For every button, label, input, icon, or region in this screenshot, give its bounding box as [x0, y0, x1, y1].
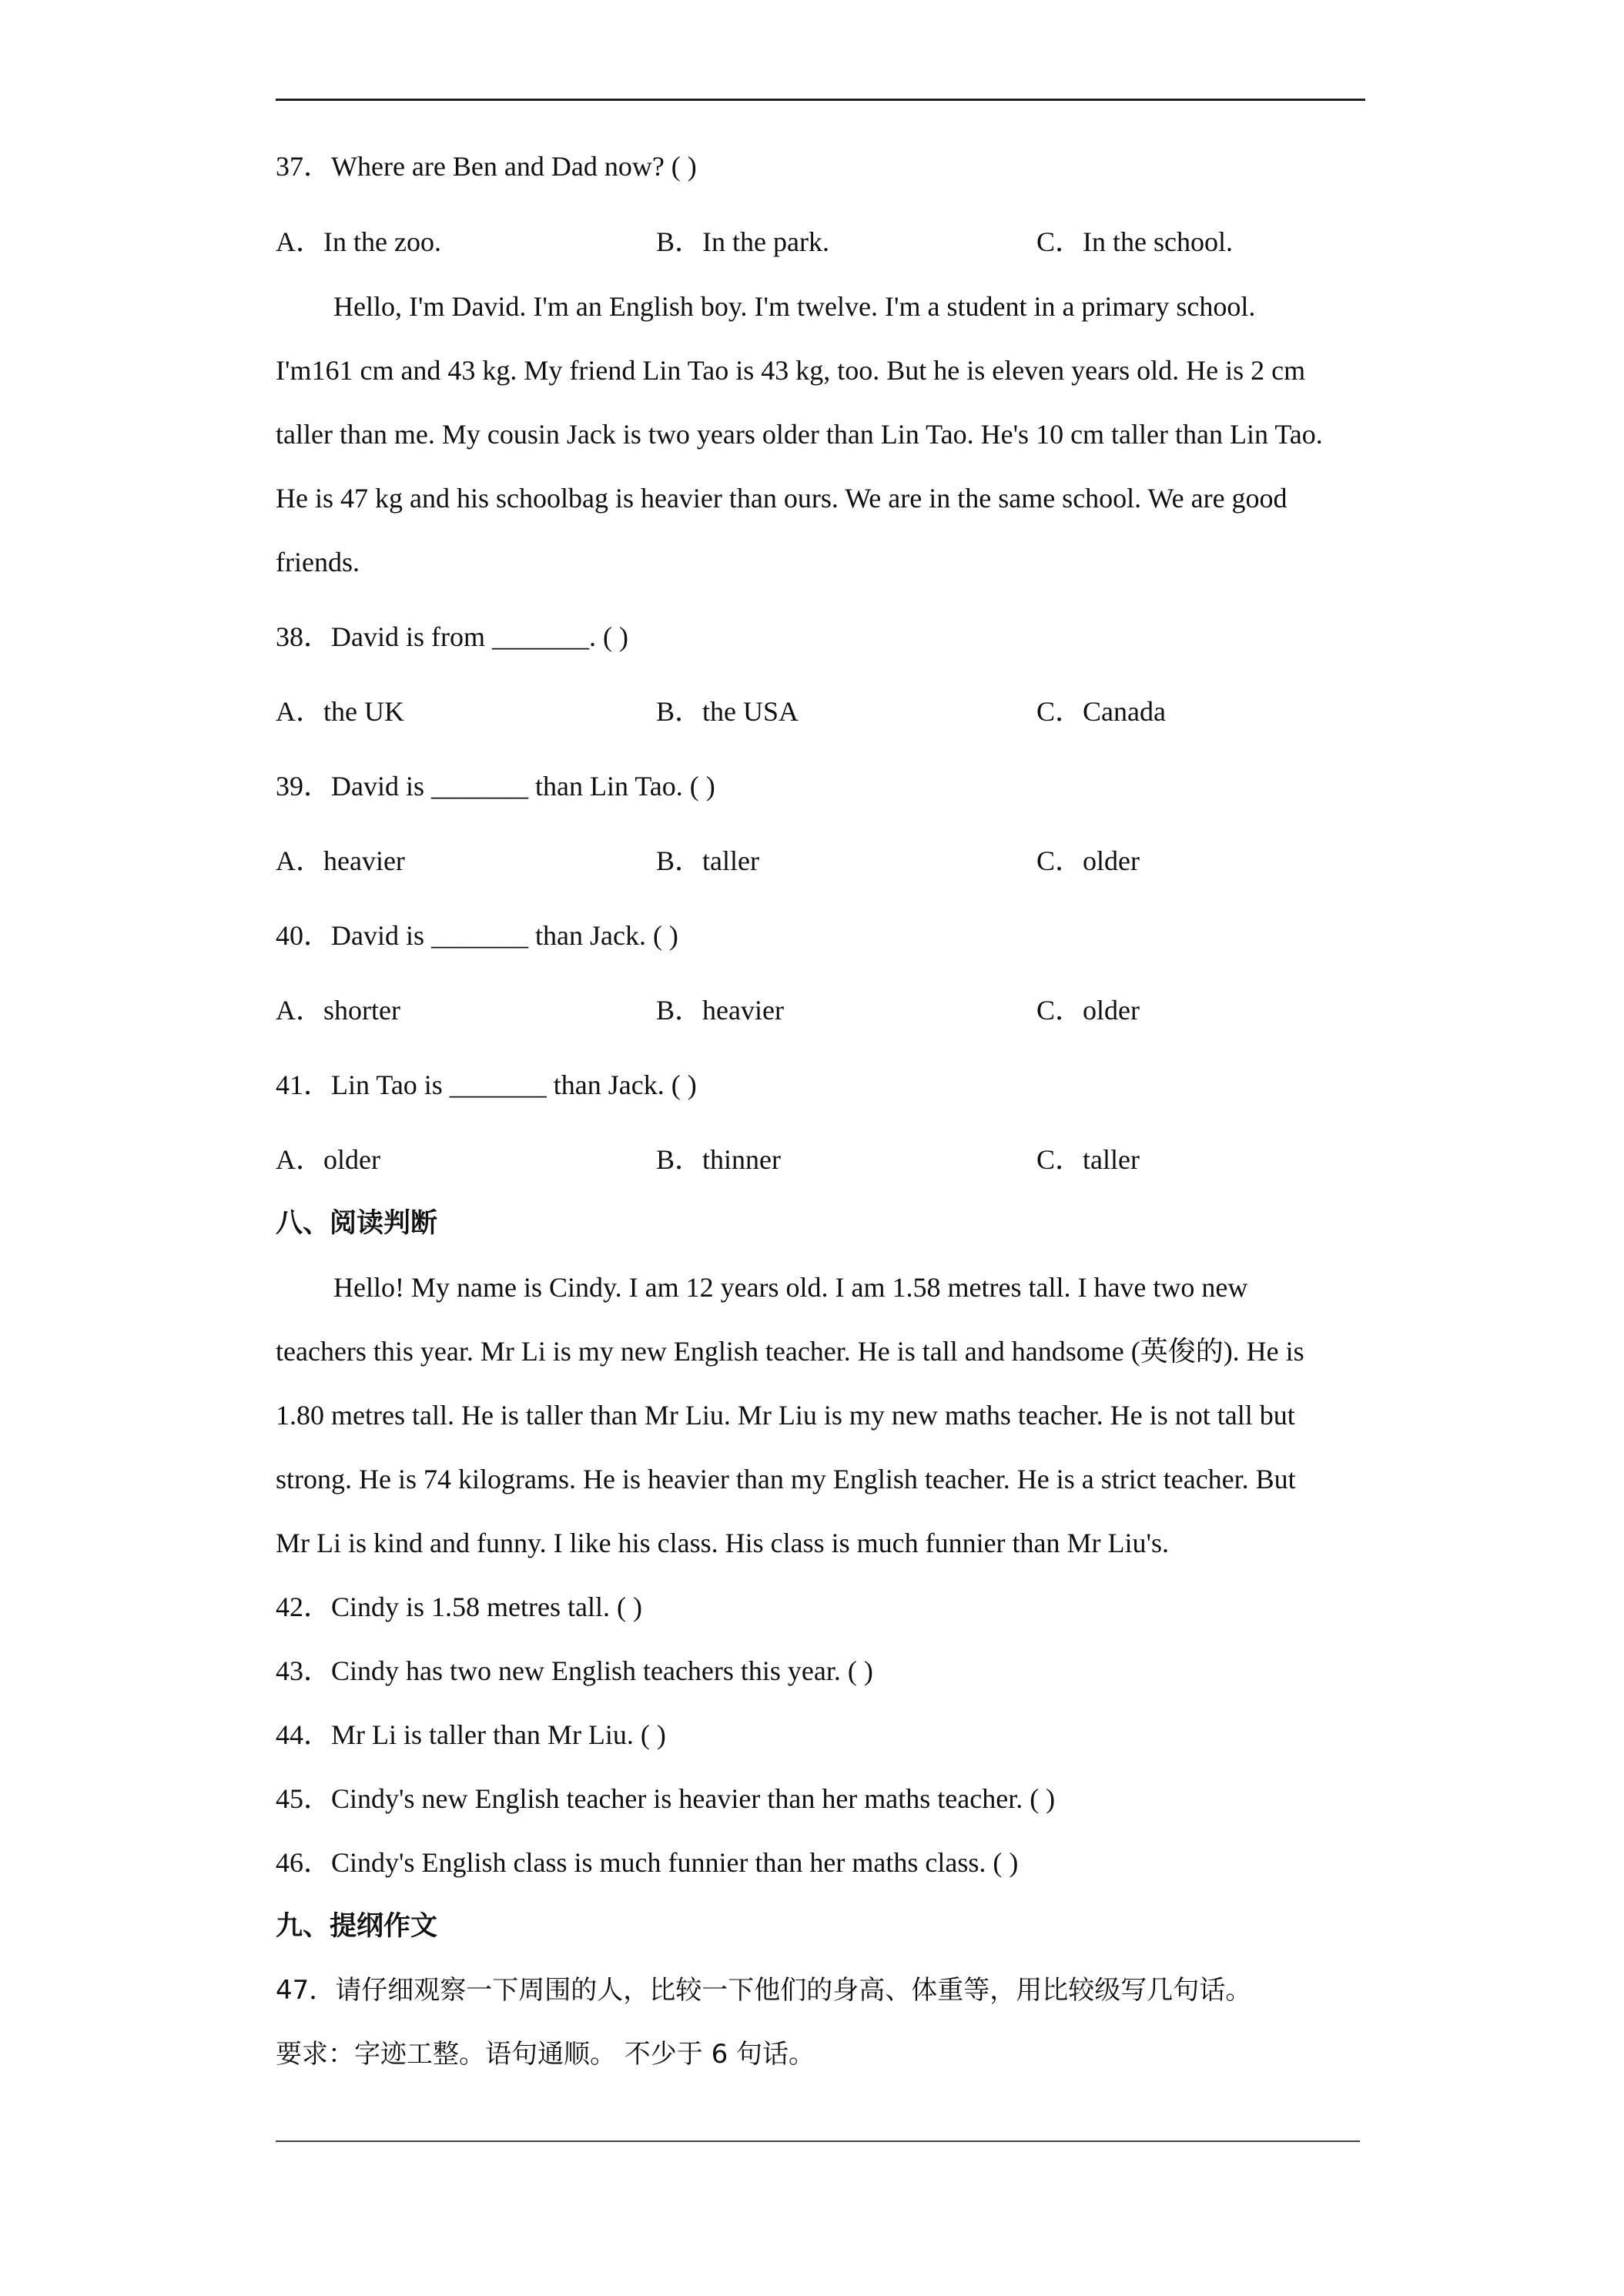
writing-line [276, 2140, 1360, 2142]
question-41-option-b: B．thinner [656, 1144, 781, 1175]
question-37-stem: 37．Where are Ben and Dad now? ( ) [276, 151, 697, 182]
question-47-prompt: 47．请仔细观察一下周围的人，比较一下他们的身高、体重等，用比较级写几句话。 [276, 1975, 1252, 2006]
section-8-heading: 八、阅读判断 [276, 1208, 438, 1239]
passage2-line-2: teachers this year. Mr Li is my new English teacher. He is tall and handsome (英俊的). He is [276, 1336, 1304, 1367]
question-38-option-c: C．Canada [1036, 696, 1166, 727]
question-47-requirements: 要求：字迹工整。语句通顺。 不少于 6 句话。 [276, 2039, 815, 2070]
question-39-option-a: A．heavier [276, 845, 405, 876]
question-40-option-b: B．heavier [656, 995, 784, 1026]
question-40-option-c: C．older [1036, 995, 1140, 1026]
question-39-option-c: C．older [1036, 845, 1140, 876]
passage1-line-4: He is 47 kg and his schoolbag is heavier than ours. We are in the same school. We are good [276, 483, 1287, 514]
passage1-line-1: Hello, I'm David. I'm an English boy. I'm twelve. I'm a student in a primary school. [333, 291, 1256, 322]
passage2-line-4: strong. He is 74 kilograms. He is heavier than my English teacher. He is a strict teacher. But [276, 1464, 1296, 1494]
question-41-stem: 41．Lin Tao is _______ than Jack. ( ) [276, 1069, 697, 1100]
question-38-option-b: B．the USA [656, 696, 799, 727]
question-37-option-a: A．In the zoo. [276, 226, 441, 257]
question-42: 42．Cindy is 1.58 metres tall. ( ) [276, 1591, 642, 1622]
top-rule [276, 99, 1365, 101]
question-40-option-a: A．shorter [276, 995, 400, 1026]
question-38-stem: 38．David is from _______. ( ) [276, 621, 628, 652]
question-40-stem: 40．David is _______ than Jack. ( ) [276, 920, 678, 951]
question-41-option-c: C．taller [1036, 1144, 1140, 1175]
question-44: 44．Mr Li is taller than Mr Liu. ( ) [276, 1719, 666, 1750]
question-37-option-b: B．In the park. [656, 226, 829, 257]
passage2-line-1: Hello! My name is Cindy. I am 12 years old. I am 1.58 metres tall. I have two new [333, 1272, 1248, 1303]
question-45: 45．Cindy's new English teacher is heavier than her maths teacher. ( ) [276, 1783, 1056, 1814]
passage1-line-2: I'm161 cm and 43 kg. My friend Lin Tao is 43 kg, too. But he is eleven years old. He is 2 cm [276, 355, 1306, 386]
question-43: 43．Cindy has two new English teachers this year. ( ) [276, 1655, 873, 1686]
passage1-line-5: friends. [276, 547, 360, 577]
question-46: 46．Cindy's English class is much funnier than her maths class. ( ) [276, 1847, 1019, 1878]
passage2-line-3: 1.80 metres tall. He is taller than Mr Liu. Mr Liu is my new maths teacher. He is not tall but [276, 1400, 1295, 1431]
question-37-option-c: C．In the school. [1036, 226, 1233, 257]
question-41-option-a: A．older [276, 1144, 380, 1175]
passage2-line-5: Mr Li is kind and funny. I like his class. His class is much funnier than Mr Liu's. [276, 1528, 1169, 1558]
question-38-option-a: A．the UK [276, 696, 404, 727]
passage1-line-3: taller than me. My cousin Jack is two years older than Lin Tao. He's 10 cm taller than Lin Tao. [276, 419, 1323, 450]
question-39-option-b: B．taller [656, 845, 759, 876]
section-9-heading: 九、提纲作文 [276, 1911, 438, 1942]
question-39-stem: 39．David is _______ than Lin Tao. ( ) [276, 771, 715, 802]
